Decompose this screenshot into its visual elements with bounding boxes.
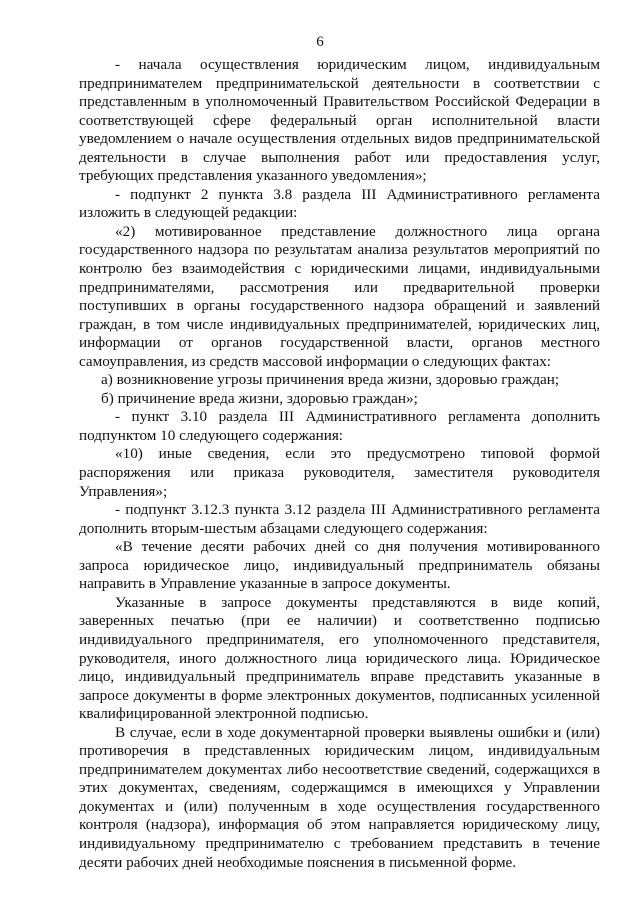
paragraph-start-activity: - начала осуществления юридическим лицом, индивидуальным предпринимателем предпринимательской деятельности в соответствии с представленным в уполномоченный Правительством Российской Федерации в соответствующей сфере федеральный орган исполнительной власти уведомлением о начале осуществления отдельных видов предпринимательской деятельности в случае выполнения работ или предоставления услуг, требующих представления указанного уведомления»; bbox=[79, 56, 600, 185]
paragraph-motivated-representation: «2) мотивированное представление должностного лица органа государственного надзора по результатам анализа результатов мероприятий по контролю без взаимодействия с юридическими лицами, индивидуальными предпринимателями, рассмотрения или предварительной проверки поступивших в органы государственного надзора обращений и заявлений граждан, в том числе индивидуальных предпринимателей, юридических лиц, информации от органов государственной власти, органов местного самоуправления, из средств массовой информации о следующих фактах: bbox=[79, 222, 600, 370]
paragraph-ten-days: «В течение десяти рабочих дней со дня получения мотивированного запроса юридическое лицо, индивидуальный предприниматель обязаны направить в Управление указанные в запросе документы. bbox=[79, 538, 600, 593]
paragraph-copies: Указанные в запросе документы представляются в виде копий, заверенных печатью (при ее наличии) и соответственно подписью индивидуального предпринимателя, его уполномоченного представителя, руководителя, иного должностного лица юридического лица. Юридическое лицо, индивидуальный предприниматель вправе представить указанные в запросе документы в форме электронных документов, подписанных усиленной квалифицированной электронной подписью. bbox=[79, 593, 600, 723]
document-body bbox=[79, 56, 600, 872]
paragraph-subitem-3-8: - подпункт 2 пункта 3.8 раздела III Административного регламента изложить в следующей редакции: bbox=[79, 185, 600, 222]
page-number: 6 bbox=[316, 34, 324, 50]
paragraph-item-a: а) возникновение угрозы причинения вреда жизни, здоровью граждан; bbox=[101, 371, 560, 389]
paragraph-item-b: б) причинение вреда жизни, здоровью граждан»; bbox=[101, 389, 418, 407]
paragraph-other-info: «10) иные сведения, если это предусмотрено типовой формой распоряжения или приказа руководителя, заместителя руководителя Управления»; bbox=[79, 445, 600, 500]
paragraph-subitem-3-12-3: - подпункт 3.12.3 пункта 3.12 раздела III Административного регламента дополнить вторым-шестым абзацами следующего содержания: bbox=[79, 501, 600, 537]
paragraph-errors: В случае, если в ходе документарной проверки выявлены ошибки и (или) противоречия в представленных юридическим лицом, индивидуальным предпринимателем документах либо несоответствие сведений, содержащихся в этих документах, сведениям, содержащимся в имеющихся у Управлении документах и (или) полученным в ходе осуществления государственного контроля (надзора), информация об этом направляется юридическому лицу, индивидуальному предпринимателю с требованием представить в течение десяти рабочих дней необходимые пояснения в письменной форме. bbox=[79, 723, 600, 871]
paragraph-item-3-10: - пункт 3.10 раздела III Административного регламента дополнить подпунктом 10 следующего содержания: bbox=[79, 408, 600, 444]
